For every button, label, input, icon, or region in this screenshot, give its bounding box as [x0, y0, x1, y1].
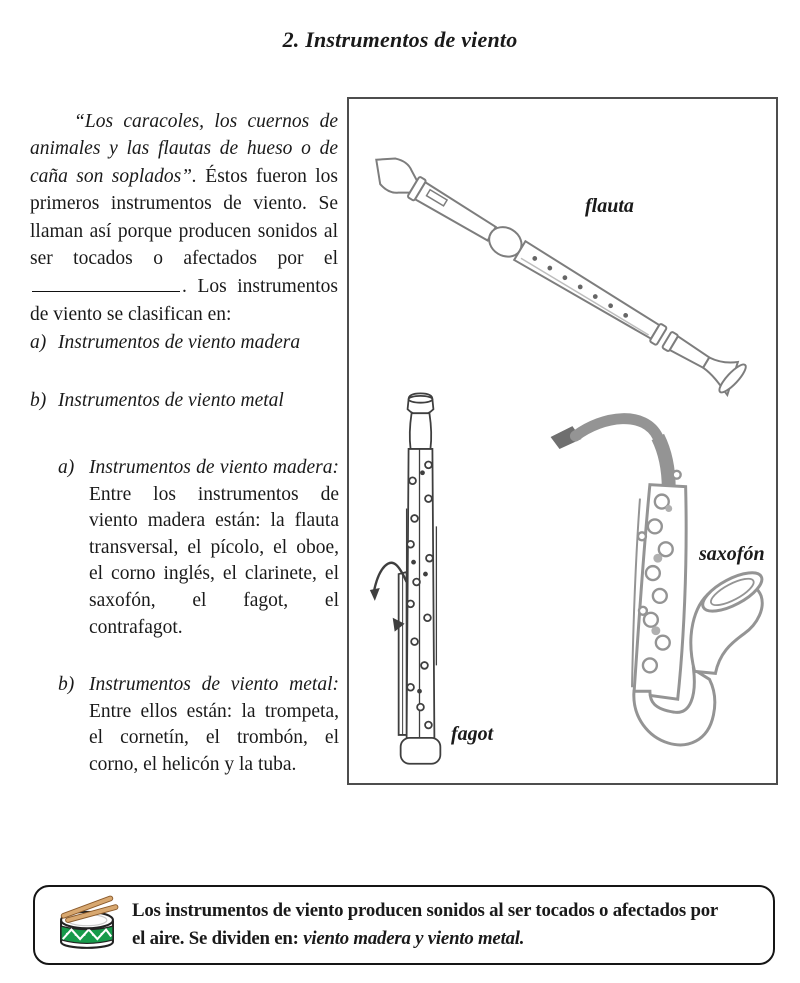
detail-text: Entre los instrumentos de viento madera están: la flauta transversal, el pícolo, el oboe, el corno inglés, el clarinete, el saxofón, el fagot, el contrafagot. [89, 483, 339, 638]
classification-item-metal [30, 390, 340, 412]
intro-paragraph [30, 108, 338, 329]
item-label: Instrumentos de viento metal [58, 390, 284, 411]
classification-item-madera [30, 332, 340, 354]
saxofon-label: saxofón [699, 543, 765, 565]
detail-text: Entre ellos están: la trompeta, el cornetín, el trombón, el corno, el helicón y la tuba. [89, 700, 339, 775]
summary-box [33, 885, 775, 965]
drum-icon [46, 895, 128, 959]
intro-after-quote: Éstos fueron los primeros instrumentos de viento. Se llaman así porque producen sonidos al ser tocados o afectados por el [30, 165, 338, 270]
item-marker: a) [30, 332, 47, 353]
item-marker: a) [58, 457, 75, 478]
detail-item-metal [58, 672, 339, 778]
detail-item-madera [58, 455, 339, 641]
instruments-illustration [349, 99, 776, 783]
detail-lead: Instrumentos de viento madera: [89, 457, 339, 478]
summary-text [132, 897, 772, 953]
instruments-figure-panel [347, 97, 778, 785]
flauta-illustration [364, 147, 750, 400]
summary-line2-emphasis: viento madera y viento metal. [303, 928, 525, 949]
detail-lead: Instrumentos de viento metal: [89, 674, 339, 695]
item-label: Instrumentos de viento madera [58, 332, 301, 353]
fill-in-blank-line [32, 277, 180, 292]
fagot-label: fagot [451, 723, 494, 745]
fagot-illustration [370, 393, 441, 763]
summary-line1: Los instrumentos de viento producen sonidos al ser tocados o afectados por [132, 900, 719, 921]
intro-quote: “Los caracoles, los cuernos de animales y las flautas de hueso o de caña son soplados”. [30, 110, 338, 187]
intro-after-blank: . Los instrumentos de viento se clasifican en: [30, 276, 338, 325]
page-title: 2. Instrumentos de viento [282, 26, 518, 52]
saxofon-illustration [551, 419, 768, 745]
item-marker: b) [58, 674, 75, 695]
item-marker: b) [30, 390, 47, 411]
summary-line2 [132, 925, 772, 953]
summary-line2-regular: el aire. Se dividen en: [132, 928, 304, 949]
flauta-label: flauta [585, 195, 634, 217]
